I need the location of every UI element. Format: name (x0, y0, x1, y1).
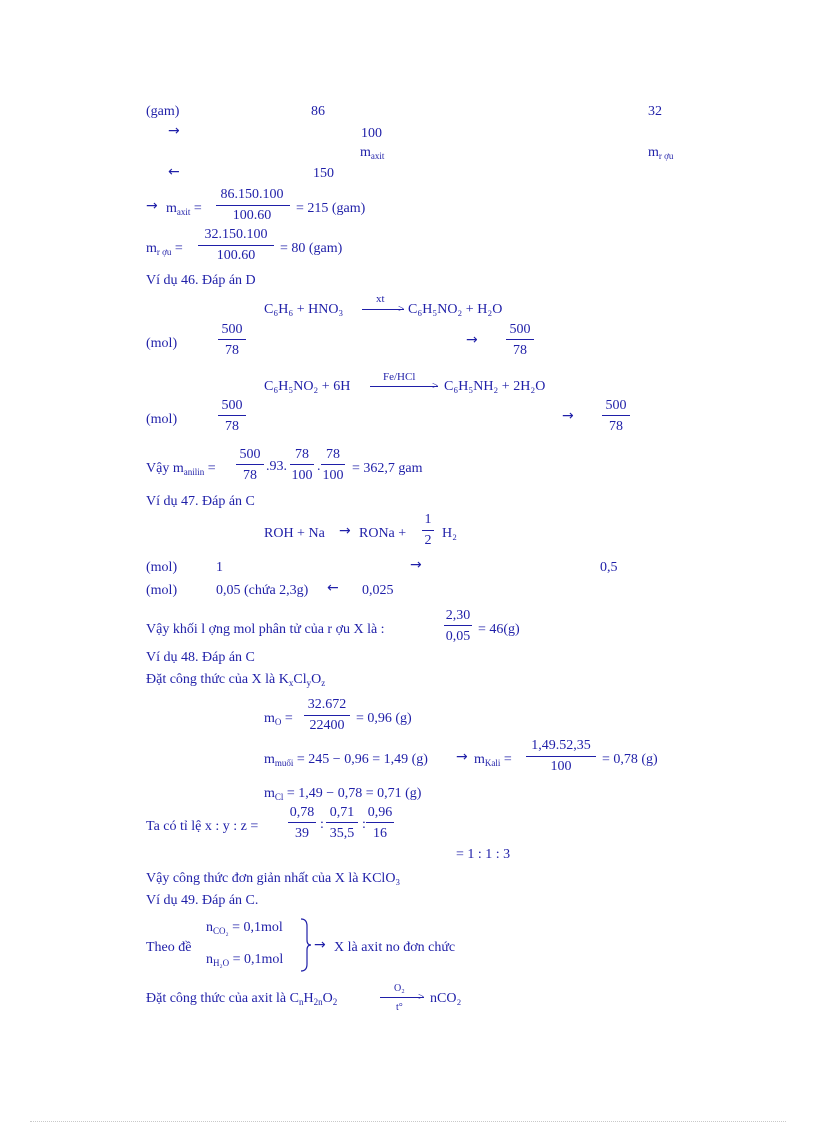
mol-label: (mol) (146, 412, 178, 427)
fraction-bar (326, 822, 358, 823)
example-heading: Ví dụ 46. Đáp án D (146, 273, 256, 288)
mol-value: 0,05 (chứa 2,3g) (216, 583, 309, 598)
reaction-lhs: ROH + Na (264, 526, 325, 541)
fraction-denominator: 16 (373, 826, 387, 841)
reaction-condition: t° (396, 1002, 403, 1013)
fraction-numerator: 1,49.52,35 (531, 738, 591, 753)
arrow-head: > (418, 991, 425, 1003)
fraction-numerator: 500 (509, 322, 531, 337)
mol-label: (mol) (146, 560, 178, 575)
fraction-denominator: 0,05 (445, 629, 471, 644)
arrow-head: > (432, 380, 439, 392)
fraction-numerator: 1 (424, 512, 432, 527)
body-text: Vậy công thức đơn giản nhất của X là KClO₃ (146, 871, 401, 886)
value-32: 32 (648, 104, 662, 119)
fraction-denominator: 78 (225, 419, 239, 434)
body-text: Theo đề (146, 940, 192, 955)
arrow-right-icon: → (410, 557, 422, 573)
mol-label: (mol) (146, 336, 178, 351)
arrow-right-icon: → (168, 123, 180, 139)
fraction-numerator: 500 (221, 322, 243, 337)
mol-label: (mol) (146, 583, 178, 598)
arrow-right-icon: → (339, 523, 351, 539)
multiply-text: .93. (266, 459, 287, 474)
fraction-denominator: 78 (513, 343, 527, 358)
fraction-bar (236, 464, 264, 465)
reaction-condition: xt (376, 293, 385, 305)
fraction-denominator: 100 (550, 759, 572, 774)
m-muoi-label: $m_{muối} = 245 - 0,96 = 1,49$ (g) (264, 752, 428, 768)
m-kali-label: $m_{Kali}$ = (474, 752, 512, 768)
fraction-denominator: 100.60 (232, 208, 272, 223)
ratio-colon: : (320, 817, 324, 832)
fraction-numerator: 86.150.100 (220, 187, 284, 202)
value-86: 86 (311, 104, 325, 119)
reaction-mid: RONa + (359, 526, 407, 541)
fraction-bar (526, 756, 596, 757)
arrow-head: > (398, 303, 405, 315)
result-text: = 362,7 gam (352, 461, 423, 476)
m-ruou-label: $m_{r ợu}$ = (146, 241, 183, 257)
fraction-numerator: 500 (605, 398, 627, 413)
mol-value: 0,5 (600, 560, 618, 575)
arrow-right-icon: → (456, 749, 468, 765)
result-text: = 46(g) (478, 622, 520, 637)
h2-text: H₂ (442, 526, 457, 541)
body-text: Vậy khối l ợng mol phân tử của r ợu X là : (146, 622, 385, 637)
fraction-numerator: 0,78 (289, 805, 315, 820)
ratio-colon: : (362, 817, 366, 832)
fraction-numerator: 78 (326, 447, 340, 462)
fraction-bar (321, 464, 345, 465)
fraction-denominator: 100 (291, 468, 313, 483)
fraction-numerator: 500 (239, 447, 261, 462)
fraction-bar (288, 822, 316, 823)
reaction-lhs: C₆H₅NO₂ + 6H (264, 379, 351, 394)
fraction-denominator: 100 (322, 468, 344, 483)
fraction-bar (366, 822, 394, 823)
value-150: 150 (313, 166, 334, 181)
body-text: X là axit no đơn chức (334, 940, 456, 955)
fraction-bar (602, 415, 630, 416)
fraction-bar (290, 464, 314, 465)
reaction-rhs: nCO₂ (430, 991, 462, 1006)
m-axit-label: $m_{axit}$ = (166, 201, 202, 217)
mol-value: 0,025 (362, 583, 394, 598)
m-o-label: $m_O$ = (264, 711, 293, 727)
fraction-numerator: 0,96 (367, 805, 393, 820)
fraction-denominator: 39 (295, 826, 309, 841)
fraction-denominator: 78 (609, 419, 623, 434)
arrow-right-icon: → (562, 408, 574, 424)
reaction-arrow-icon (370, 386, 438, 387)
value-100: 100 (361, 126, 382, 141)
body-text: Đặt công thức của X là $K_xCl_yO_z$ (146, 672, 326, 688)
fraction-numerator: 32.150.100 (204, 227, 268, 242)
fraction-denominator: 100.60 (216, 248, 256, 263)
m-cl-label: $m_{Cl} = 1,49 - 0,78 = 0,71$ (g) (264, 786, 422, 802)
arrow-right-icon: → (466, 332, 478, 348)
fraction-bar (218, 339, 246, 340)
example-heading: Ví dụ 49. Đáp án C. (146, 893, 259, 908)
result-text: = 0,96 (g) (356, 711, 412, 726)
fraction-bar (218, 415, 246, 416)
result-text: = 80 (gam) (280, 241, 343, 256)
body-text: Đặt công thức của axit là $C_nH_{2n}O_2$ (146, 991, 338, 1007)
result-text: = 0,78 (g) (602, 752, 658, 767)
arrow-left-icon: ← (327, 580, 339, 596)
m-axit: $m_{axit}$ (360, 145, 385, 161)
reaction-rhs: C₆H₅NH₂ + 2H₂O (444, 379, 546, 394)
fraction-denominator: 2 (424, 533, 432, 548)
fraction-bar (506, 339, 534, 340)
reaction-rhs: C₆H₅NO₂ + H₂O (408, 302, 503, 317)
fraction-denominator: 35,5 (329, 826, 355, 841)
fraction-denominator: 22400 (309, 718, 345, 733)
fraction-numerator: 500 (221, 398, 243, 413)
fraction-bar (216, 205, 290, 206)
fraction-denominator: 78 (225, 343, 239, 358)
result-text: = 215 (gam) (296, 201, 366, 216)
reaction-condition: Fe/HCl (383, 371, 416, 383)
fraction-bar (198, 245, 274, 246)
reaction-condition: O₂ (394, 983, 405, 994)
mol-value: 1 (216, 560, 223, 575)
ratio-text: Ta có tỉ lệ x : y : z = (146, 819, 259, 834)
unit-label: (gam) (146, 104, 180, 119)
fraction-bar (422, 530, 434, 531)
brace-icon (300, 918, 312, 972)
fraction-bar (304, 715, 350, 716)
ratio-result: = 1 : 1 : 3 (456, 847, 511, 862)
page-divider (30, 1121, 786, 1122)
fraction-bar (444, 625, 472, 626)
fraction-numerator: 78 (295, 447, 309, 462)
example-heading: Ví dụ 48. Đáp án C (146, 650, 255, 665)
example-heading: Ví dụ 47. Đáp án C (146, 494, 255, 509)
reaction-lhs: C₆H₆ + HNO₃ (264, 302, 344, 317)
arrow-left-icon: ← (168, 164, 180, 180)
fraction-numerator: 0,71 (329, 805, 355, 820)
fraction-denominator: 78 (243, 468, 257, 483)
arrow-right-icon: → (146, 198, 158, 214)
n-co2: $n_{CO_2} = 0,1mol$ (206, 920, 283, 936)
anilin-label: Vậy $m_{anilin}$ = (146, 461, 216, 477)
multiply-dot: . (317, 459, 321, 474)
m-ruou: $m_{r ợu}$ (648, 145, 674, 161)
fraction-numerator: 2,30 (445, 608, 471, 623)
arrow-right-icon: → (314, 937, 326, 953)
n-h2o: $n_{H_2O} = 0,1mol$ (206, 952, 284, 968)
fraction-numerator: 32.672 (307, 697, 347, 712)
